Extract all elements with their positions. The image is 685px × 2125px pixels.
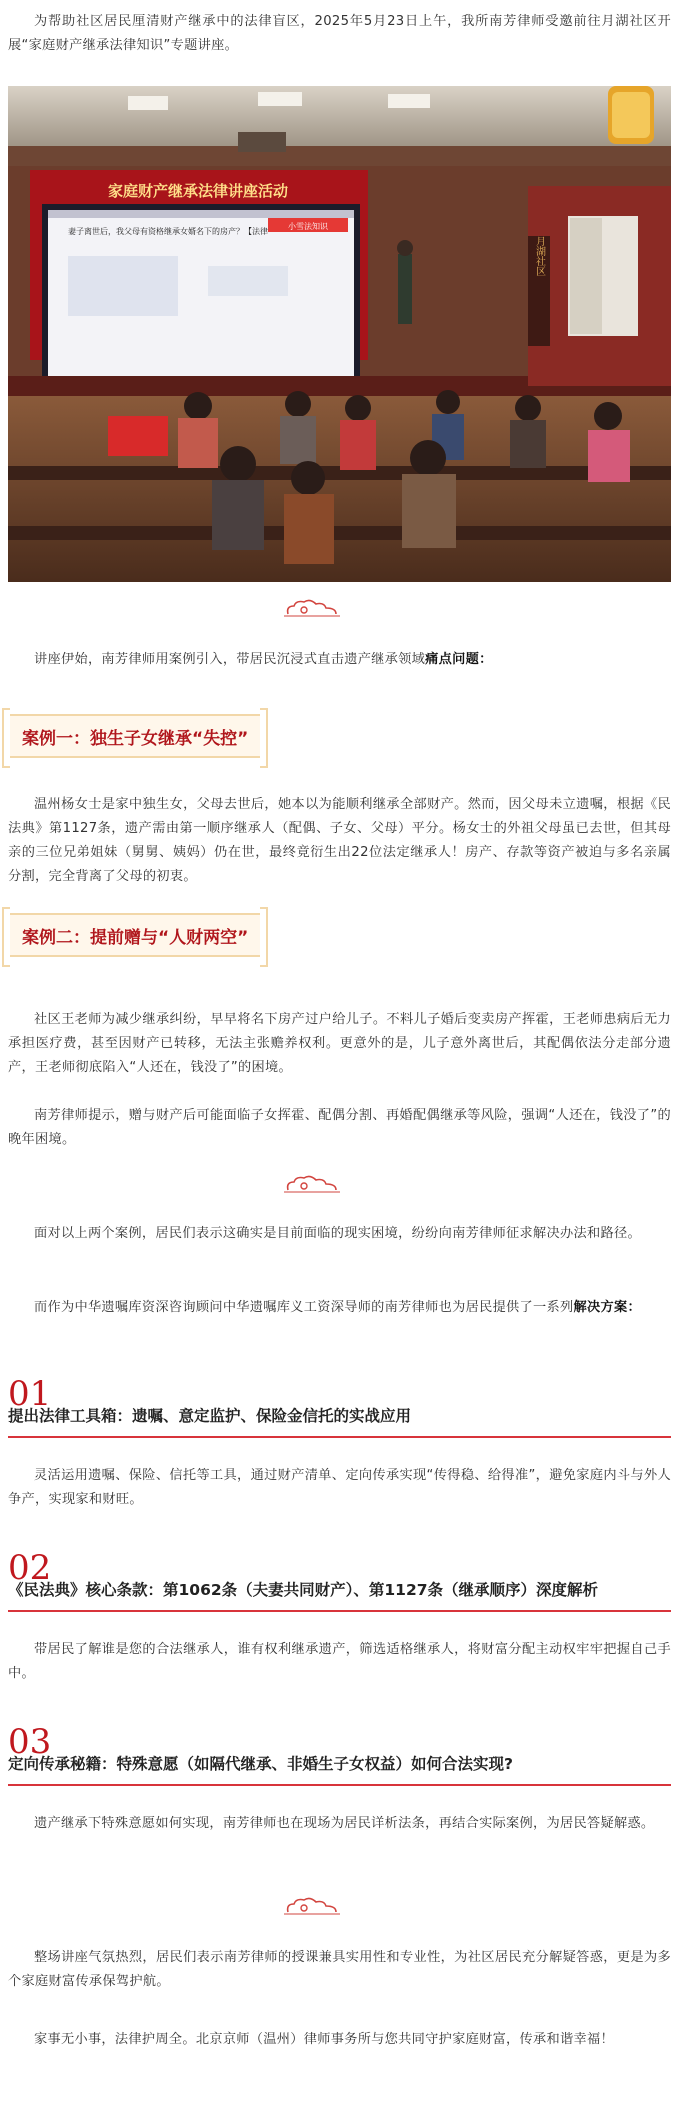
cloud-ornament-icon	[284, 596, 340, 620]
slide-brand: 小雪法知识	[288, 222, 328, 231]
solution-bold: 解决方案：	[573, 1300, 641, 1315]
case-1-body: 温州杨女士是家中独生女，父母去世后，她本以为能顺利继承全部财产。然而，因父母未立遗嘱，根据《民法典》第1127条，遗产需由第一顺序继承人（配偶、子女、父母）平分。杨女士的外祖父母虽已去世，但其母亲的三位兄弟姐妹（舅舅、姨妈）仍在世，最终竟衍生出22位法定继承人！房产、存款等资产被迫与多名亲属分割，完全背离了父母的初衷。	[8, 797, 671, 884]
lead-text: 讲座伊始，南芳律师用案例引入，带居民沉浸式直击遗产继承领域	[34, 652, 426, 667]
summary-paragraph: 整场讲座气氛热烈，居民们表示南芳律师的授课兼具实用性和专业性，为社区居民充分解疑答惑，更是为多个家庭财富传承保驾护航。	[8, 1950, 671, 1989]
section-03-header	[8, 1724, 671, 1786]
cloud-ornament-icon	[284, 1894, 340, 1918]
banner-title: 家庭财产继承法律讲座活动	[107, 182, 289, 200]
event-photo	[8, 86, 671, 582]
solution-paragraph	[8, 1296, 671, 1320]
section-02-title: 《民法典》核心条款：第1062条（夫妻共同财产）、第1127条（继承顺序）深度解析	[8, 1581, 599, 1599]
section-02-header	[8, 1550, 671, 1612]
case-2-body: 社区王老师为减少继承纠纷，早早将名下房产过户给儿子。不料儿子婚后变卖房产挥霍，王老师患病后无力承担医疗费，甚至因财产已转移，无法主张赡养权利。更意外的是，儿子意外离世后，其配偶依法分走部分遗产，王老师彻底陷入“人还在，钱没了”的困境。	[8, 1012, 671, 1075]
section-03-body: 遗产继承下特殊意愿如何实现，南芳律师也在现场为居民详析法条，再结合实际案例，为居民答疑解惑。	[34, 1816, 655, 1831]
section-divider	[8, 1436, 671, 1438]
section-divider	[8, 1610, 671, 1612]
section-01-header	[8, 1376, 671, 1438]
closing-paragraph: 家事无小事，法律护周全。北京京师（温州）律师事务所与您共同守护家庭财富，传承和谐幸福！	[34, 2032, 614, 2047]
case-2-title-text: 案例二：提前赠与“人财两空”	[22, 927, 249, 948]
slide-text: 妻子离世后，我父母有资格继承女婿名下的房产？【法律	[68, 227, 268, 236]
cloud-ornament-icon	[284, 1172, 340, 1196]
tip-paragraph: 南芳律师提示，赠与财产后可能面临子女挥霍、配偶分割、再婚配偶继承等风险，强调“人还在，钱没了”的晚年困境。	[8, 1108, 671, 1147]
case-1-title	[10, 714, 260, 758]
section-02-body: 带居民了解谁是您的合法继承人，谁有权利继承遗产，筛选适格继承人，将财富分配主动权牢牢把握自己手中。	[8, 1642, 671, 1681]
section-03-title: 定向传承秘籍：特殊意愿（如隔代继承、非婚生子女权益）如何合法实现?	[8, 1755, 513, 1773]
section-01-number: 01	[8, 1374, 52, 1414]
side-sign: 月湖社区	[533, 236, 545, 276]
intro-paragraph: 为帮助社区居民厘清财产继承中的法律盲区，2025年5月23日上午，我所南芳律师受邀前往月湖社区开展“家庭财产继承法律知识”专题讲座。	[8, 14, 671, 53]
lead-paragraph	[8, 648, 671, 672]
case-2-title	[10, 913, 260, 957]
section-01-body: 灵活运用遗嘱、保险、信托等工具，通过财产清单、定向传承实现“传得稳、给得准”，避免家庭内斗与外人争产，实现家和财旺。	[8, 1468, 671, 1507]
section-03-number: 03	[8, 1722, 52, 1762]
section-02-number: 02	[8, 1548, 52, 1588]
lead-bold: 痛点问题：	[425, 652, 493, 667]
lecture-scene	[8, 86, 671, 582]
residents-paragraph: 面对以上两个案例，居民们表示这确实是目前面临的现实困境，纷纷向南芳律师征求解决办法和路径。	[34, 1226, 641, 1241]
case-1-title-text: 案例一：独生子女继承“失控”	[22, 728, 249, 749]
section-01-title: 提出法律工具箱：遗嘱、意定监护、保险金信托的实战应用	[8, 1407, 412, 1425]
section-divider	[8, 1784, 671, 1786]
solution-text: 而作为中华遗嘱库资深咨询顾问中华遗嘱库义工资深导师的南芳律师也为居民提供了一系列	[34, 1300, 574, 1315]
